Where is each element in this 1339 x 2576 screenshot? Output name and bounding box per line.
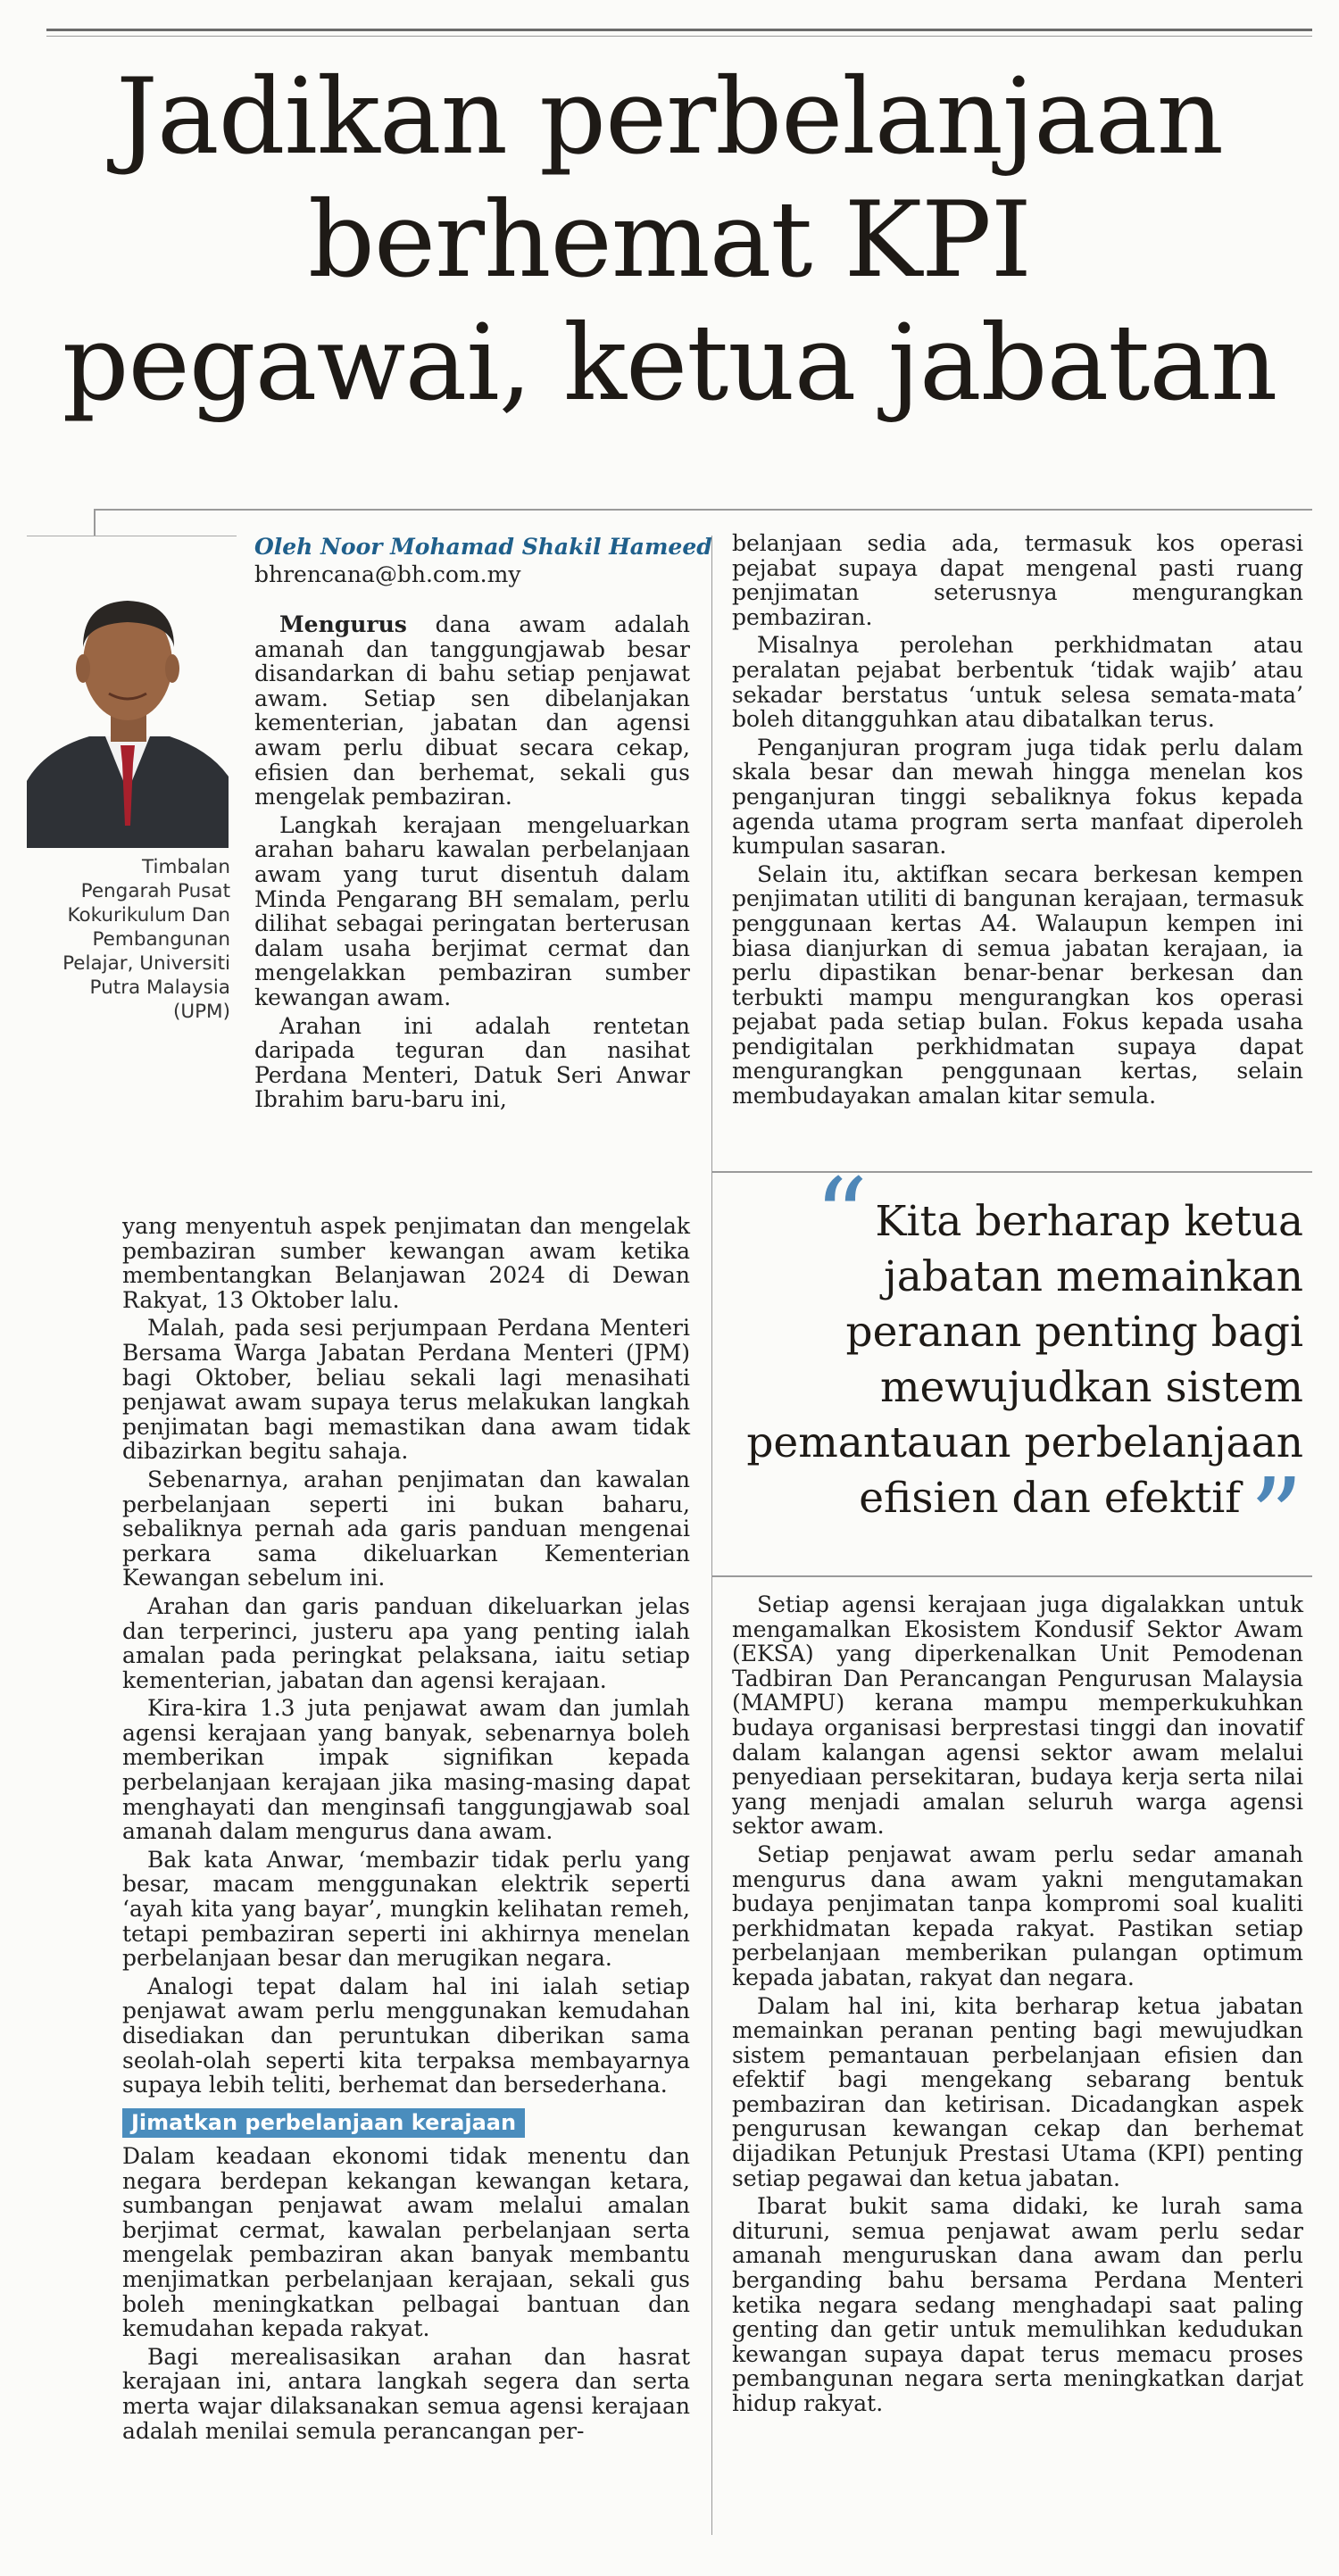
column-left-top [254, 612, 690, 1116]
pullquote [732, 1155, 1303, 1578]
paragraph: Bagi merealisasikan arahan dan hasrat kerajaan ini, antara langkah segera dan serta merta wajar dilaksanakan semua agensi kerajaan adalah menilai semula perancangan per- [122, 2343, 690, 2444]
pullquote-text: Kita berharap ketua [875, 1197, 1303, 1246]
headline-line: pegawai, ketua jabatan [62, 302, 1277, 424]
paragraph: Dalam keadaan ekonomi tidak menentu dan negara berdepan kekangan kewangan ketara, sumbangan penjawat awam melalui amalan berjimat cermat, kawalan perbelanjaan serta mengelak pembaziran akan banyak membantu menjimatkan perbelanjaan kerajaan, sekali gus boleh meningkatkan pelbagai bantuan dan kemudahan kepada rakyat. [122, 2143, 690, 2342]
byline-author: Oleh Noor Mohamad Shakil Hameed [254, 534, 712, 560]
top-rule-thin [46, 36, 1312, 37]
author-portrait [27, 558, 229, 848]
pullquote-line: jabatan memainkan [884, 1252, 1303, 1301]
paragraph: Analogi tepat dalam hal ini ialah setiap penjawat awam perlu menggunakan kemudahan disediakan dan peruntukan diberikan sama seolah-olah seperti kita terpaksa membayarnya supaya lebih teliti, berhemat dan bersederhana. [122, 1973, 690, 2098]
pullquote-line: mewujudkan sistem [879, 1363, 1303, 1412]
column-right-top [732, 531, 1303, 1112]
paragraph: Dalam hal ini, kita berharap ketua jabatan memainkan peranan penting bagi mewujudkan sistem pemantauan perbelanjaan efisien dan efektif bagi mengekang sebarang bentuk pembaziran dan ketirisan. Dicadangkan aspek pengurusan kewangan cekap dan berhemat dijadikan Petunjuk Prestasi Utama (KPI) penting setiap pegawai dan ketua jabatan. [732, 1992, 1303, 2191]
caption-line: Timbalan [142, 856, 230, 878]
paragraph: Arahan ini adalah rentetan daripada teguran dan nasihat Perdana Menteri, Datuk Seri Anwar Ibrahim baru-baru ini, [254, 1012, 690, 1113]
paragraph: Arahan dan garis panduan dikeluarkan jelas dan terperinci, justeru apa yang penting ialah amalan pada peringkat pelaksana, iaitu setiap kementerian, jabatan dan agensi kerajaan. [122, 1592, 690, 1693]
pullquote-line: pemantauan perbelanjaan [746, 1418, 1303, 1467]
headline-line: Jadikan perbelanjaan [115, 55, 1224, 178]
quote-open-icon: “ [814, 1155, 869, 1278]
caption-line: Putra Malaysia [89, 976, 230, 999]
pullquote-line [732, 1455, 1303, 1578]
quote-close-icon: ” [1249, 1455, 1303, 1578]
pullquote-text: efisien dan efektif [859, 1474, 1241, 1523]
column-divider [711, 536, 712, 2535]
paragraph: Penganjuran program juga tidak perlu dalam skala besar dan mewah hingga menelan kos penganjuran tinggi sebaliknya fokus kepada agenda utama program serta manfaat diperoleh kumpulan sasaran. [732, 734, 1303, 860]
paragraph: Misalnya perolehan perkhidmatan atau peralatan pejabat berbentuk ‘tidak wajib’ atau sekadar berstatus ‘untuk selesa semata-mata’ boleh ditangguhkan atau dibatalkan terus. [732, 632, 1303, 733]
headline-line: berhemat KPI [308, 179, 1031, 301]
column-left-bottom [122, 1214, 690, 2101]
top-rule [46, 29, 1312, 31]
caption-line: Pembangunan [92, 928, 230, 951]
divider-tick [94, 509, 96, 536]
paragraph [254, 612, 690, 810]
caption-line: Pengarah Pusat [80, 880, 230, 902]
paragraph: Kira-kira 1.3 juta penjawat awam dan jumlah agensi kerajaan yang banyak, sebenarnya boleh memberikan impak signifikan kepada perbelanjaan kerajaan jika masing-masing dapat menghayati dan menginsafi tanggungjawab soal amanah dalam mengurus dana awam. [122, 1695, 690, 1845]
paragraph: Sebenarnya, arahan penjimatan dan kawalan perbelanjaan seperti ini bukan baharu, sebaliknya pernah ada garis panduan mengenai perkara sama dikeluarkan Kementerian Kewangan sebelum ini. [122, 1466, 690, 1591]
paragraph: Setiap penjawat awam perlu sedar amanah mengurus dana awam yakni mengutamakan budaya penjimatan tanpa kompromi soal kualiti perkhidmatan kepada rakyat. Pastikan setiap perbelanjaan memberikan pulangan optimum kepada jabatan, rakyat dan negara. [732, 1841, 1303, 1990]
paragraph: belanjaan sedia ada, termasuk kos operasi pejabat supaya dapat mengenal pasti ruang penjimatan seterusnya mengurangkan pembaziran. [732, 530, 1303, 630]
caption-line: (UPM) [172, 1001, 230, 1023]
section-subhead: Jimatkan perbelanjaan kerajaan [122, 2108, 525, 2138]
pullquote-rule-bottom [711, 1575, 1312, 1577]
author-caption [27, 855, 230, 1024]
paragraph: Langkah kerajaan mengeluarkan arahan baharu kawalan perbelanjaan awam yang turut disentuh dalam Minda Pengarang BH semalam, perlu dilihat sebagai peringatan berterusan dalam usaha berjimat cermat dan mengelakkan pembaziran sumber kewangan awam. [254, 811, 690, 1010]
lead-text: dana awam adalah amanah dan tanggungjawab besar disandarkan di bahu setiap penjawat awam. Setiap sen dibelanjakan kementerian, jabatan dan agensi awam perlu dibuat secara cekap, efisien dan berhemat, sekali gus mengelak pembaziran. [254, 611, 690, 810]
caption-line: Kokurikulum Dan [67, 904, 230, 927]
headline [18, 55, 1321, 425]
pullquote-rule-top [711, 1171, 1312, 1173]
column-right-bottom [732, 1592, 1303, 2420]
paragraph: Ibarat bukit sama didaki, ke lurah sama dituruni, semua penjawat awam perlu sedar amanah menguruskan dana awam dan perlu berganding bahu bersama Perdana Menteri ketika negara sedang menghadapi saat paling genting dan getir untuk memulihkan kedudukan kewangan supaya dapat terus memacu proses pembangunan negara serta meningkatkan darjat hidup rakyat. [732, 2193, 1303, 2416]
paragraph: Selain itu, aktifkan secara berkesan kempen penjimatan utiliti di bangunan kerajaan, termasuk penggunaan kertas A4. Walaupun kempen ini biasa dianjurkan di semua jabatan kerajaan, ia perlu dipastikan benar-benar berkesan dan terbukti mampu mengurangkan kos operasi pejabat pada setiap bulan. Fokus kepada usaha pendigitalan perkhidmatan supaya dapat mengurangkan penggunaan kertas, selain membudayakan amalan kitar semula. [732, 860, 1303, 1109]
byline [254, 533, 712, 588]
column-left-end [122, 2144, 690, 2447]
headline-divider [94, 509, 1312, 511]
caption-line: Pelajar, Universiti [62, 952, 230, 975]
pullquote-line: peranan penting bagi [845, 1308, 1303, 1357]
paragraph: Bak kata Anwar, ‘membazir tidak perlu yang besar, macam menggunakan elektrik seperti ‘ayah kita yang bayar’, mungkin kelihatan remeh, tetapi pembaziran seperti ini akhirnya menelan perbelanjaan besar dan merugikan negara. [122, 1846, 690, 1972]
paragraph: Malah, pada sesi perjumpaan Perdana Menteri Bersama Warga Jabatan Perdana Menteri (JPM) bagi Oktober, beliau sekali lagi menasihati penjawat awam supaya terus melakukan langkah penjimatan bagi memastikan dana awam tidak dibazirkan begitu sahaja. [122, 1315, 690, 1465]
paragraph: Setiap agensi kerajaan juga digalakkan untuk mengamalkan Ekosistem Kondusif Sektor Awam (EKSA) yang diperkenalkan Unit Pemodenan Tadbiran Dan Perancangan Pengurusan Malaysia (MAMPU) kerana mampu memperkukuhkan budaya organisasi berprestasi tinggi dan inovatif dalam kalangan agensi sektor awam melalui penyediaan persekitaran, budaya kerja serta nilai yang menjadi amalan seluruh warga agensi sektor awam. [732, 1591, 1303, 1840]
paragraph: yang menyentuh aspek penjimatan dan mengelak pembaziran sumber kewangan awam ketika membentangkan Belanjawan 2024 di Dewan Rakyat, 13 Oktober lalu. [122, 1213, 690, 1313]
byline-email: bhrencana@bh.com.my [254, 561, 521, 587]
lead-word: Mengurus [279, 611, 407, 637]
